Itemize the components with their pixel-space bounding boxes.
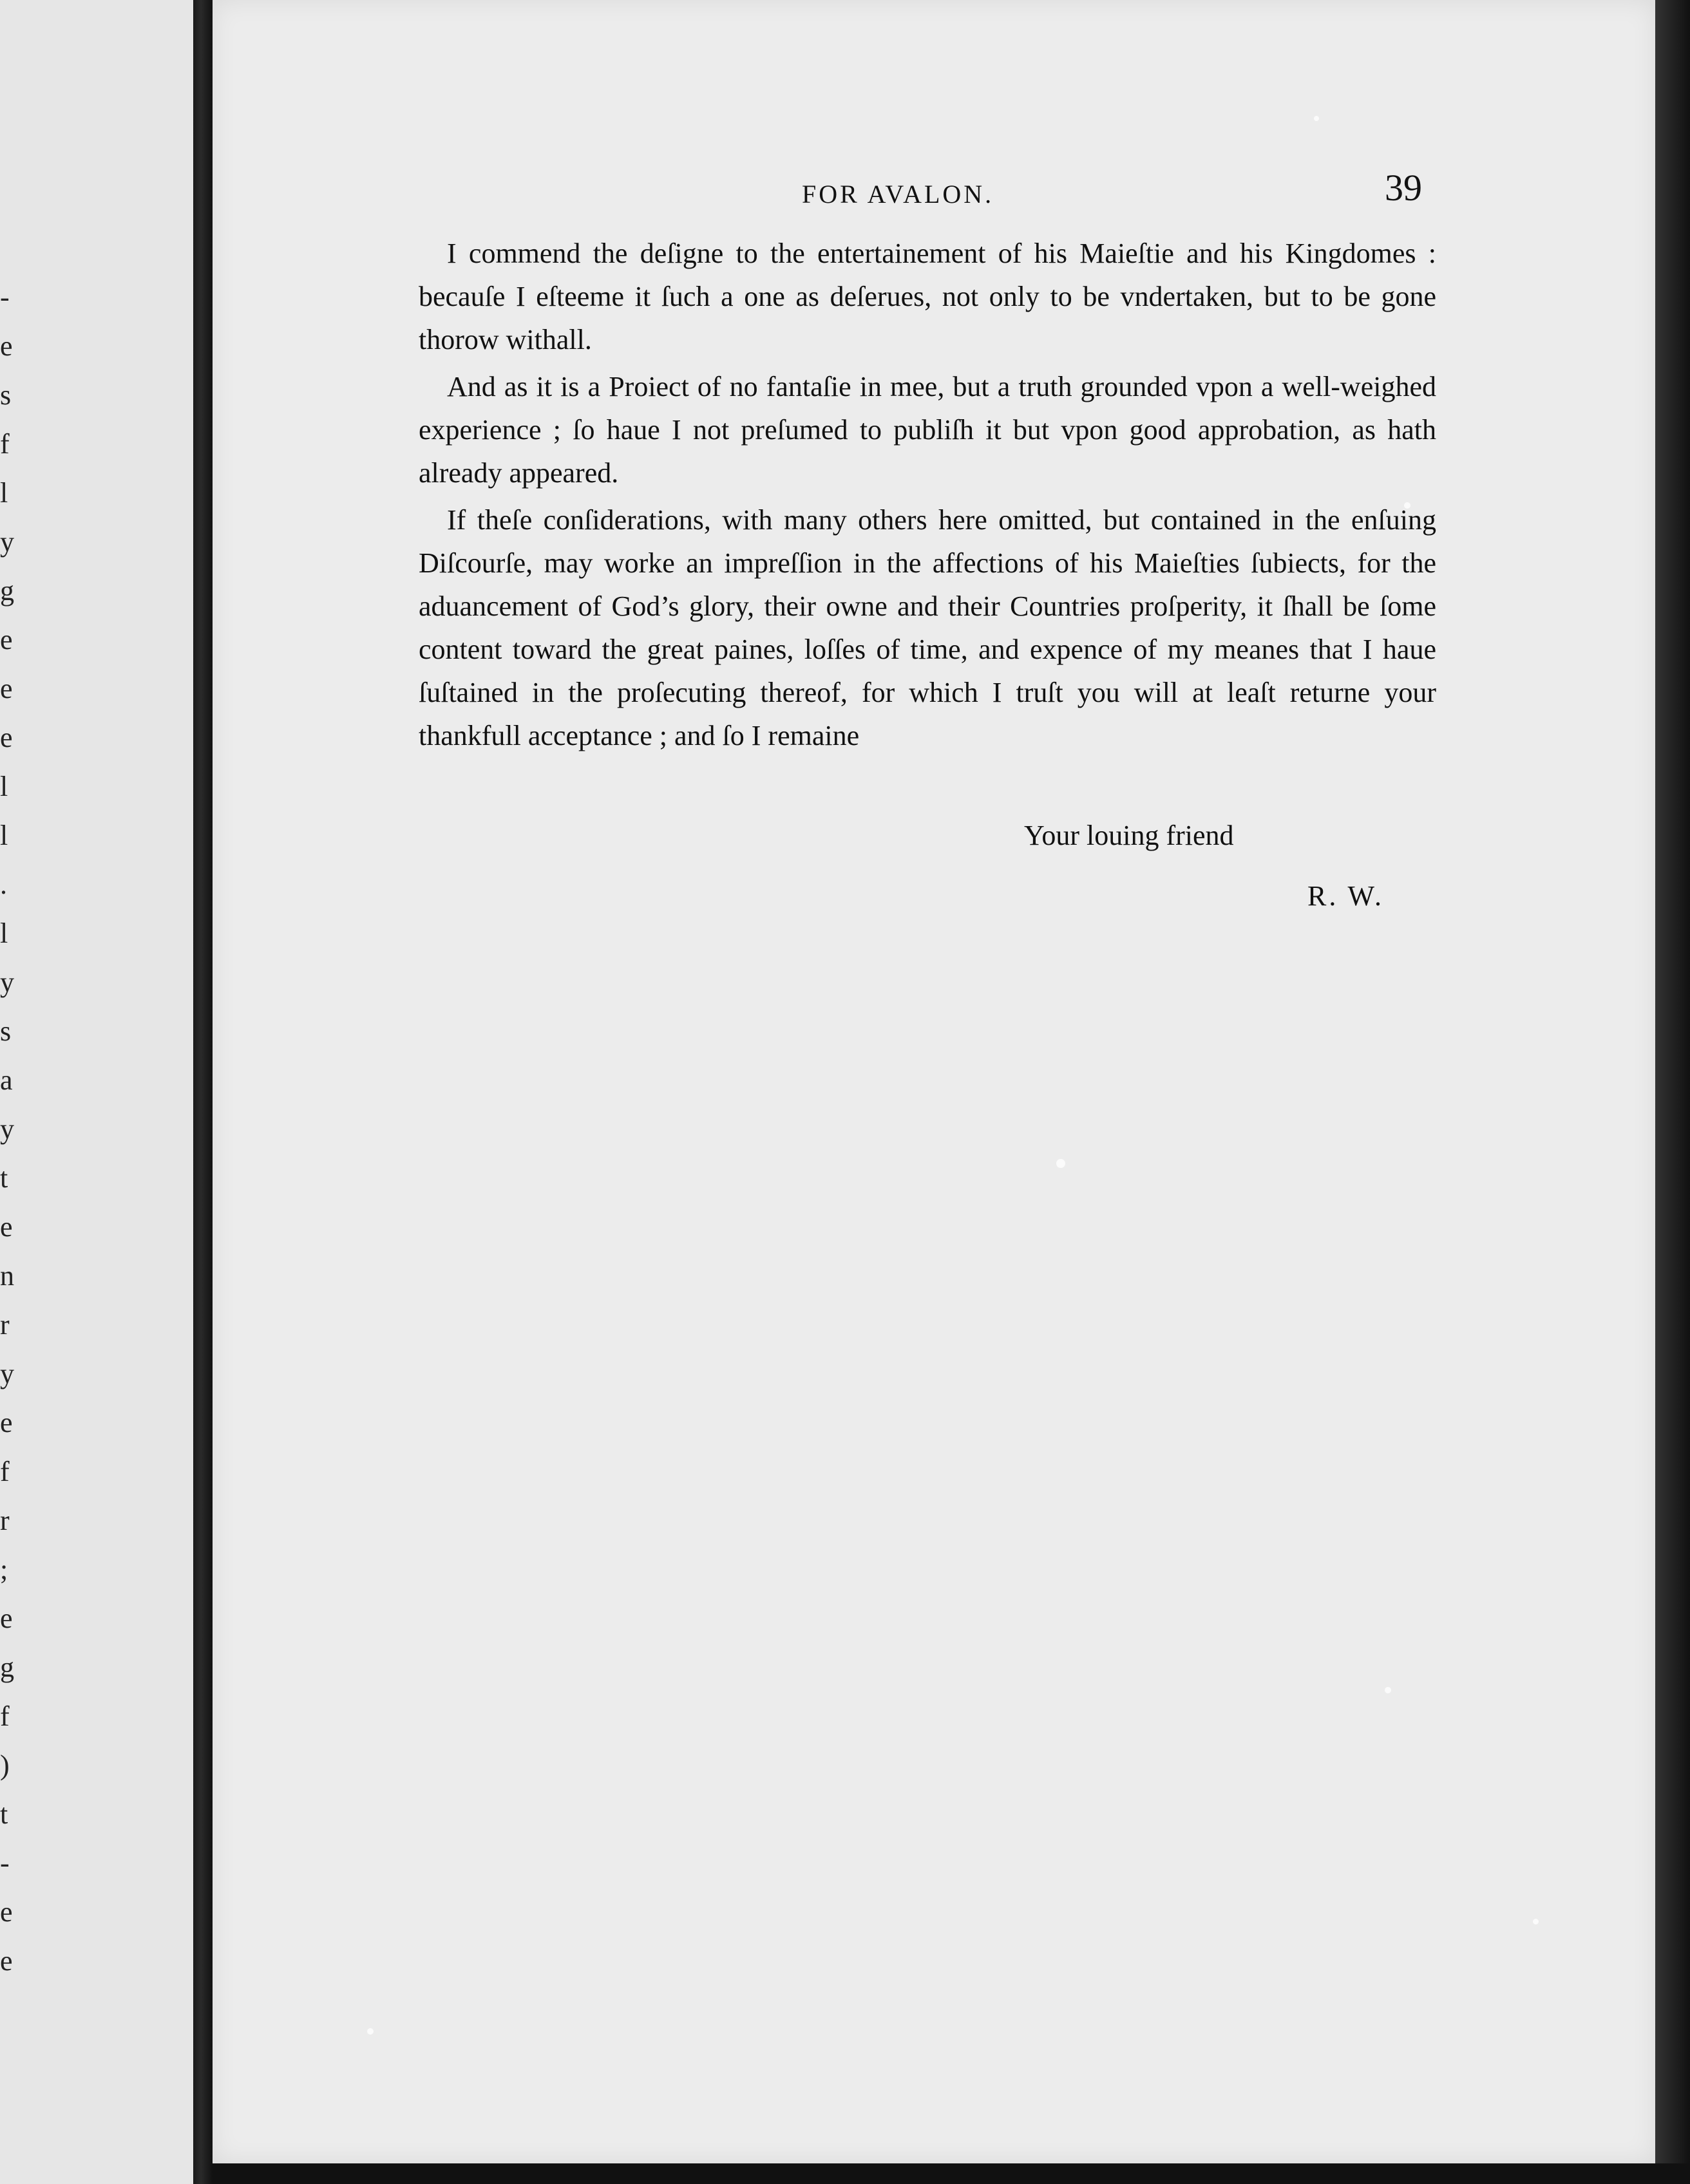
page-number: 39 xyxy=(1385,167,1422,209)
edge-character: l xyxy=(0,918,8,949)
edge-character: e xyxy=(0,330,13,362)
edge-character: g xyxy=(0,1652,14,1683)
edge-character: - xyxy=(0,281,10,313)
edge-character: - xyxy=(0,1847,10,1879)
letter-body xyxy=(419,232,1436,761)
edge-character: e xyxy=(0,1211,13,1243)
edge-character: e xyxy=(0,1407,13,1438)
page-bottom-shadow xyxy=(213,2163,1690,2184)
edge-character: s xyxy=(0,379,12,411)
edge-character: e xyxy=(0,673,13,704)
edge-character: y xyxy=(0,1113,14,1145)
edge-character: l xyxy=(0,820,8,851)
page-edge-shadow xyxy=(1655,0,1690,2184)
paragraph: I commend the deſigne to the entertainement of his Maieſtie and his Kingdomes : becauſe I eſteeme it ſuch a one as deſerues, not only to be vndertaken, but to be gone thorow withall. xyxy=(419,238,1436,355)
edge-character: f xyxy=(0,1456,10,1487)
edge-character: e xyxy=(0,1603,13,1634)
edge-character: f xyxy=(0,1700,10,1732)
edge-character: y xyxy=(0,966,14,998)
edge-character: e xyxy=(0,1896,13,1928)
edge-character: y xyxy=(0,1358,14,1389)
page-gutter xyxy=(193,0,213,2184)
edge-character: f xyxy=(0,428,10,460)
running-head: FOR AVALON. xyxy=(802,180,994,209)
edge-character: ; xyxy=(0,1554,8,1585)
edge-character: t xyxy=(0,1798,8,1830)
edge-character: a xyxy=(0,1064,13,1096)
edge-character: l xyxy=(0,477,8,509)
closing-line: Your louing friend xyxy=(1024,820,1234,851)
signature-initials: R. W. xyxy=(1307,880,1385,912)
edge-character: e xyxy=(0,1945,13,1977)
edge-character: y xyxy=(0,526,14,558)
edge-character: ) xyxy=(0,1749,10,1781)
edge-character: g xyxy=(0,575,14,607)
edge-character: e xyxy=(0,722,13,753)
edge-character: l xyxy=(0,771,8,802)
edge-character: r xyxy=(0,1309,10,1341)
previous-page-fragment xyxy=(0,0,193,2184)
edge-character: r xyxy=(0,1505,10,1536)
edge-character: s xyxy=(0,1015,12,1047)
paragraph: And as it is a Proiect of no fantaſie in mee, but a truth grounded vpon a well-weighed experience ; ſo haue I not preſumed to publiſh it but vpon good approbation, as hath already appeared. xyxy=(419,371,1436,489)
edge-character: e xyxy=(0,624,13,655)
paragraph: If theſe conſiderations, with many others here omitted, but contained in the enſuing Diſcourſe, may worke an impreſſion in the affections of his Maieſties ſubiects, for the aduancement of God’s glory, their owne and their Countries proſperity, it ſhall be ſome content toward the great paines, loſſes of time, and expence of my meanes that I haue ſuſtained in the proſecuting thereof, for which I truſt you will at leaſt returne your thankfull acceptance ; and ſo I remaine xyxy=(419,504,1436,751)
edge-character: t xyxy=(0,1162,8,1194)
edge-character: . xyxy=(0,869,7,900)
edge-character: n xyxy=(0,1260,14,1292)
